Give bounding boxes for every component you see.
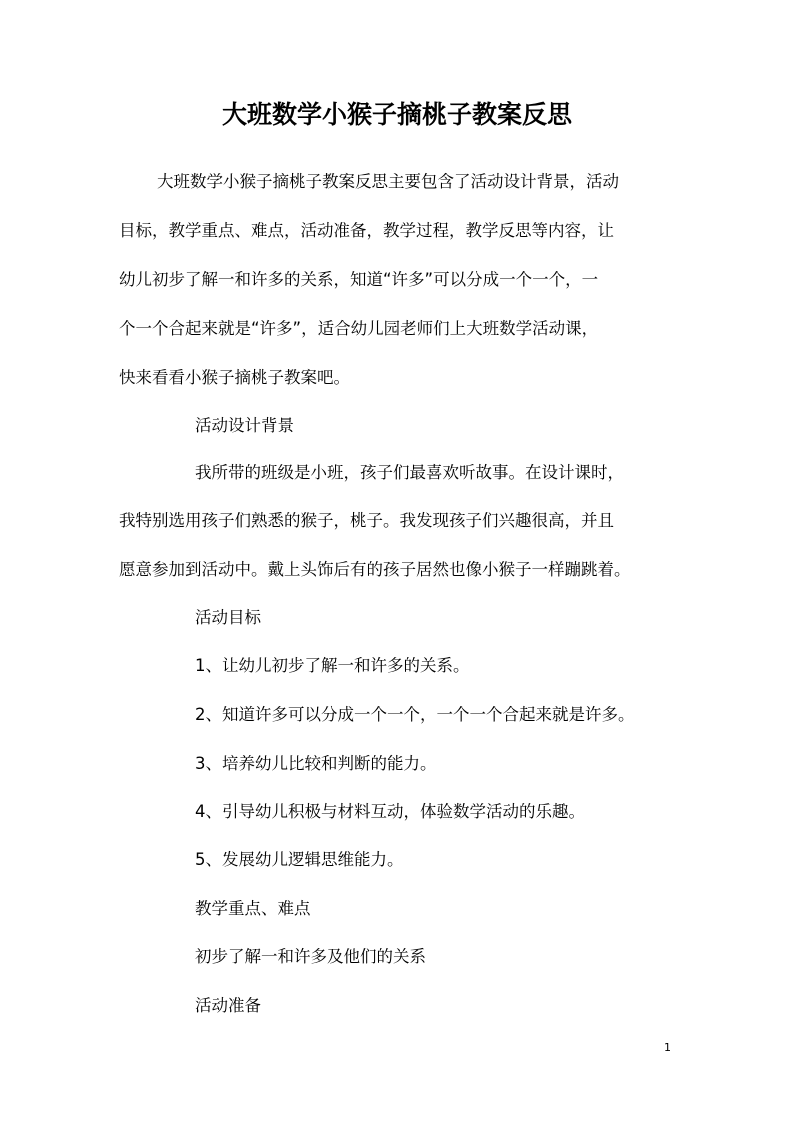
background-line-3: 愿意参加到活动中。戴上头饰后有的孩子居然也像小猴子一样蹦跳着。	[119, 560, 631, 579]
goal-item-4: 4、引导幼儿积极与材料互动，体验数学活动的乐趣。	[195, 802, 585, 821]
section-heading-background: 活动设计背景	[195, 416, 294, 435]
background-line-1: 我所带的班级是小班，孩子们最喜欢听故事。在设计课时，	[195, 463, 624, 482]
section-heading-goals: 活动目标	[195, 608, 261, 627]
background-line-2: 我特别选用孩子们熟悉的猴子，桃子。我发现孩子们兴趣很高，并且	[119, 511, 614, 530]
goal-item-1: 1、让幼儿初步了解一和许多的关系。	[195, 656, 470, 675]
document-title: 大班数学小猴子摘桃子教案反思	[221, 100, 572, 129]
intro-line-4: 个一个合起来就是“许多”，适合幼儿园老师们上大班数学活动课，	[119, 319, 599, 338]
goal-item-2: 2、知道许多可以分成一个一个，一个一个合起来就是许多。	[195, 705, 635, 724]
goal-item-3: 3、培养幼儿比较和判断的能力。	[195, 754, 437, 773]
intro-line-2: 目标，教学重点、难点，活动准备，教学过程，教学反思等内容，让	[119, 221, 614, 240]
intro-line-5: 快来看看小猴子摘桃子教案吧。	[119, 368, 350, 387]
intro-line-1: 大班数学小猴子摘桃子教案反思主要包含了活动设计背景，活动	[157, 172, 619, 191]
section-heading-key-points: 教学重点、难点	[195, 899, 311, 918]
intro-line-3: 幼儿初步了解一和许多的关系，知道“许多”可以分成一个一个，一	[119, 270, 599, 289]
key-points-text: 初步了解一和许多及他们的关系	[195, 947, 426, 966]
goal-item-5: 5、发展幼儿逻辑思维能力。	[195, 850, 404, 869]
page-number: 1	[664, 1041, 671, 1054]
section-heading-preparation: 活动准备	[195, 996, 261, 1015]
